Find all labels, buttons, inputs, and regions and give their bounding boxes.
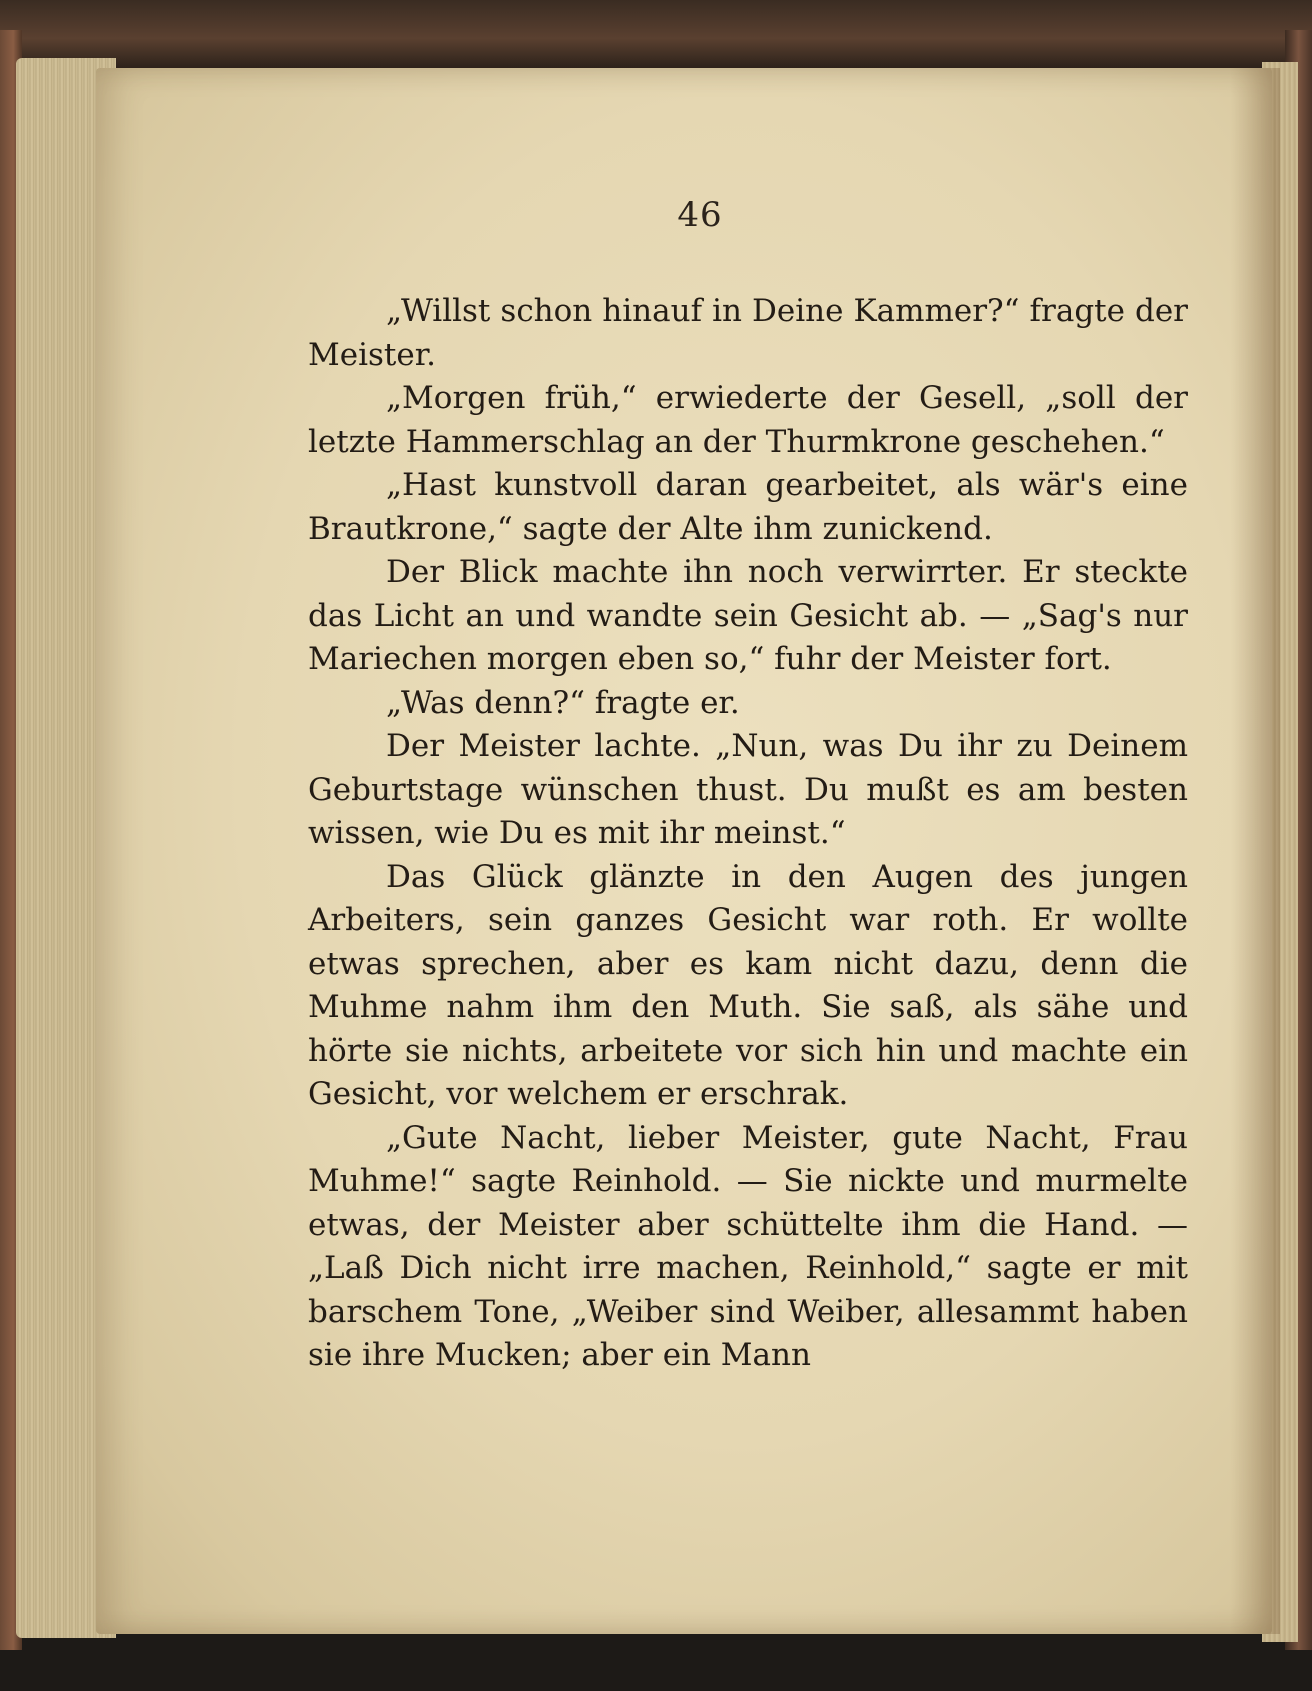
paragraph: Das Glück glänzte in den Augen des jungen Arbeiters, sein ganzes Gesicht war roth. Er wollte etwas sprechen, aber es kam nicht dazu, denn die Muhme nahm ihm den Muth. Sie saß, als sähe und hörte sie nichts, arbeitete vor sich hin und machte ein Gesicht, vor welchem er erschrak. xyxy=(308,858,1188,1112)
paragraph: „Gute Nacht, lieber Meister, gute Nacht, Frau Muhme!“ sagte Reinhold. — Sie nickte und murmelte etwas, der Meister aber schüttelte ihm die Hand. — „Laß Dich nicht irre machen, Reinhold,“ sagte er mit barschem Tone, „Weiber sind Weiber, allesammt haben sie ihre Mucken; aber ein Mann xyxy=(308,1119,1188,1373)
paragraph: Der Meister lachte. „Nun, was Du ihr zu Deinem Geburtstage wünschen thust. Du mußt es am besten wissen, wie Du es mit ihr meinst.“ xyxy=(308,728,1188,851)
paragraph: „Was denn?“ fragte er. xyxy=(386,684,740,721)
paragraph: „Willst schon hinauf in Deine Kammer?“ fragte der Meister. xyxy=(308,293,1188,373)
page-text xyxy=(308,290,1188,1378)
paragraph: Der Blick machte ihn noch verwirrter. Er steckte das Licht an und wandte sein Gesicht ab. — „Sag's nur Mariechen morgen eben so,“ fuhr der Meister fort. xyxy=(308,554,1188,677)
book-cover-top xyxy=(0,0,1312,70)
paragraph: „Morgen früh,“ erwiederte der Gesell, „soll der letzte Hammerschlag an der Thurmkrone geschehen.“ xyxy=(308,380,1188,460)
page-number: 46 xyxy=(677,195,723,235)
gutter-shadow xyxy=(1230,68,1280,1634)
paragraph: „Hast kunstvoll daran gearbeitet, als wär's eine Brautkrone,“ sagte der Alte ihm zunickend. xyxy=(308,467,1188,547)
